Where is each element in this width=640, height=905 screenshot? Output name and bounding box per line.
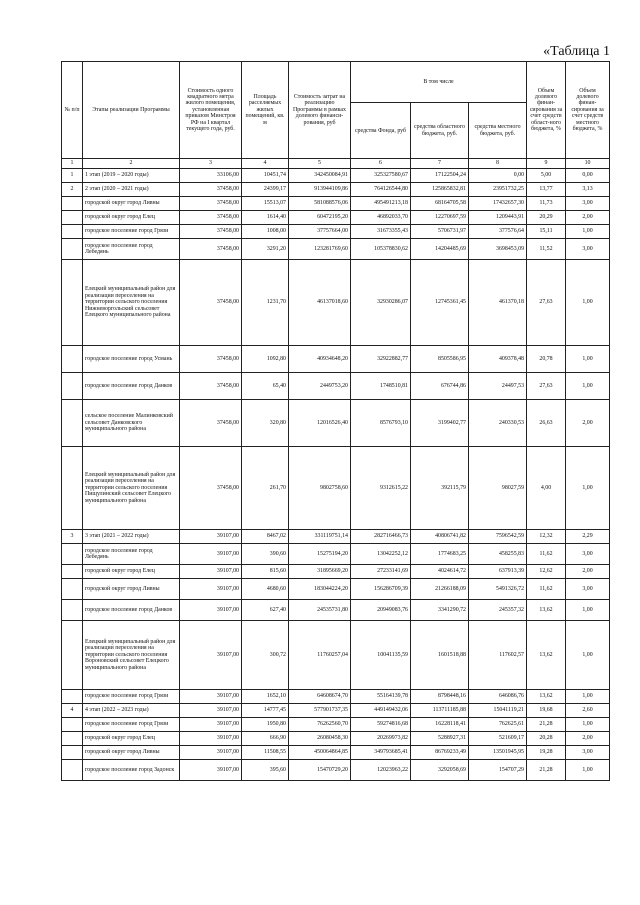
- cell-area: 4680,60: [242, 579, 289, 600]
- header-area: Площадь расселяемых жилых помещений, кв. м: [242, 62, 289, 159]
- cell-stage-name: городское поселение город Данков: [83, 600, 180, 621]
- cell-area: 10451,74: [242, 169, 289, 183]
- cell-local-amount: 3698453,09: [469, 239, 527, 260]
- cell-stage-name: Елецкий муниципальный район для реализации переселения на территории сельского поселения Нижневоргольский сельсовет Елецкого муниципального района: [83, 260, 180, 346]
- cell-row-number: [62, 579, 83, 600]
- cell-stage-name: городское поселение город Грязи: [83, 225, 180, 239]
- table-row: [62, 621, 610, 690]
- cell-total-cost: 577901737,35: [289, 704, 351, 718]
- cell-regional-amount: 40806741,82: [411, 530, 469, 544]
- cell-price-per-sqm: 39107,00: [180, 704, 242, 718]
- cell-local-share: 1,00: [566, 760, 610, 781]
- cell-local-amount: 98027,59: [469, 447, 527, 530]
- cell-total-cost: 26080458,30: [289, 732, 351, 746]
- cell-row-number: 1: [62, 169, 83, 183]
- cell-area: 627,40: [242, 600, 289, 621]
- table-row: [62, 197, 610, 211]
- cell-local-share: 1,00: [566, 447, 610, 530]
- cell-regional-amount: 5706731,97: [411, 225, 469, 239]
- cell-total-cost: 123281769,60: [289, 239, 351, 260]
- cell-fund-amount: 32922882,77: [351, 346, 411, 373]
- header-stages: Этапы реализации Программы: [83, 62, 180, 159]
- column-number: 4: [242, 159, 289, 169]
- header-regional: средства областного бюджета, руб.: [411, 103, 469, 159]
- cell-area: 1652,10: [242, 690, 289, 704]
- cell-area: 8467,02: [242, 530, 289, 544]
- cell-area: 261,70: [242, 447, 289, 530]
- cell-row-number: 3: [62, 530, 83, 544]
- cell-price-per-sqm: 37458,00: [180, 447, 242, 530]
- column-number: 8: [469, 159, 527, 169]
- table-row: [62, 346, 610, 373]
- cell-regional-share: 13,62: [527, 690, 566, 704]
- cell-row-number: [62, 211, 83, 225]
- cell-local-share: 1,00: [566, 346, 610, 373]
- cell-stage-name: сельское поселение Малинковский сельсовет Данковского муниципального района: [83, 400, 180, 447]
- cell-price-per-sqm: 39107,00: [180, 621, 242, 690]
- cell-fund-amount: 59274816,68: [351, 718, 411, 732]
- header-local: средства местного бюджета, руб.: [469, 103, 527, 159]
- table-row: [62, 600, 610, 621]
- table-row: [62, 746, 610, 760]
- cell-stage-name: городское поселение город Усмань: [83, 346, 180, 373]
- column-number: 10: [566, 159, 610, 169]
- cell-regional-share: 12,62: [527, 565, 566, 579]
- cell-price-per-sqm: 37458,00: [180, 260, 242, 346]
- cell-row-number: [62, 544, 83, 565]
- header-row-1: [62, 62, 610, 103]
- cell-stage-name: городской округ город Елец: [83, 211, 180, 225]
- cell-total-cost: 342450084,91: [289, 169, 351, 183]
- cell-row-number: [62, 760, 83, 781]
- table-row: [62, 760, 610, 781]
- cell-fund-amount: 156286709,39: [351, 579, 411, 600]
- cell-row-number: [62, 746, 83, 760]
- cell-total-cost: 581088576,06: [289, 197, 351, 211]
- cell-local-amount: 117602,57: [469, 621, 527, 690]
- cell-stage-name: Елецкий муниципальный район для реализации переселения на территории сельского поселения Пищулинский сельсовет Елецкого муниципального района: [83, 447, 180, 530]
- cell-regional-amount: 1774683,25: [411, 544, 469, 565]
- cell-price-per-sqm: 39107,00: [180, 732, 242, 746]
- cell-local-amount: 637913,39: [469, 565, 527, 579]
- cell-total-cost: 9802758,60: [289, 447, 351, 530]
- cell-stage-name: 1 этап (2019 – 2020 годы): [83, 169, 180, 183]
- cell-area: 320,80: [242, 400, 289, 447]
- cell-regional-share: 4,00: [527, 447, 566, 530]
- cell-regional-share: 20,28: [527, 732, 566, 746]
- cell-total-cost: 46137018,60: [289, 260, 351, 346]
- column-number: 7: [411, 159, 469, 169]
- cell-local-share: 2,00: [566, 211, 610, 225]
- cell-stage-name: городское поселение город Задонск: [83, 760, 180, 781]
- cell-price-per-sqm: 39107,00: [180, 718, 242, 732]
- cell-row-number: 2: [62, 183, 83, 197]
- cell-price-per-sqm: 33106,00: [180, 169, 242, 183]
- cell-local-share: 3,13: [566, 183, 610, 197]
- column-number: 9: [527, 159, 566, 169]
- cell-local-share: 1,00: [566, 718, 610, 732]
- cell-local-share: 3,00: [566, 544, 610, 565]
- cell-price-per-sqm: 39107,00: [180, 600, 242, 621]
- cell-local-amount: 646086,76: [469, 690, 527, 704]
- cell-area: 11508,55: [242, 746, 289, 760]
- cell-price-per-sqm: 37458,00: [180, 197, 242, 211]
- cell-row-number: [62, 565, 83, 579]
- cell-stage-name: городской округ город Елец: [83, 732, 180, 746]
- cell-regional-amount: 3292058,69: [411, 760, 469, 781]
- cell-area: 390,60: [242, 544, 289, 565]
- cell-total-cost: 40934648,20: [289, 346, 351, 373]
- column-numbers-row: [62, 159, 610, 169]
- cell-local-share: 1,00: [566, 225, 610, 239]
- cell-price-per-sqm: 37458,00: [180, 183, 242, 197]
- cell-local-share: 2,00: [566, 732, 610, 746]
- cell-fund-amount: 55164139,78: [351, 690, 411, 704]
- cell-row-number: [62, 690, 83, 704]
- cell-fund-amount: 12023963,22: [351, 760, 411, 781]
- cell-regional-amount: 17122504,24: [411, 169, 469, 183]
- cell-total-cost: 24535731,80: [289, 600, 351, 621]
- cell-regional-share: 13,62: [527, 621, 566, 690]
- cell-total-cost: 15275194,20: [289, 544, 351, 565]
- cell-price-per-sqm: 39107,00: [180, 746, 242, 760]
- cell-area: 1008,00: [242, 225, 289, 239]
- header-fund: средства Фонда, руб: [351, 103, 411, 159]
- cell-regional-amount: 68164705,58: [411, 197, 469, 211]
- cell-local-amount: 377576,64: [469, 225, 527, 239]
- cell-price-per-sqm: 37458,00: [180, 373, 242, 400]
- cell-regional-share: 5,00: [527, 169, 566, 183]
- cell-local-amount: 154707,29: [469, 760, 527, 781]
- table-row: [62, 544, 610, 565]
- column-number: 2: [83, 159, 180, 169]
- cell-price-per-sqm: 39107,00: [180, 544, 242, 565]
- program-table: [61, 61, 610, 781]
- cell-row-number: [62, 718, 83, 732]
- cell-regional-amount: 1601518,88: [411, 621, 469, 690]
- table-row: [62, 447, 610, 530]
- cell-regional-amount: 12270697,59: [411, 211, 469, 225]
- cell-local-share: 1,00: [566, 690, 610, 704]
- cell-area: 15513,07: [242, 197, 289, 211]
- cell-fund-amount: 20269973,82: [351, 732, 411, 746]
- table-row: [62, 718, 610, 732]
- cell-local-share: 1,00: [566, 260, 610, 346]
- cell-row-number: 4: [62, 704, 83, 718]
- cell-row-number: [62, 400, 83, 447]
- cell-stage-name: 3 этап (2021 – 2022 годы): [83, 530, 180, 544]
- cell-fund-amount: 495491213,18: [351, 197, 411, 211]
- cell-row-number: [62, 225, 83, 239]
- cell-price-per-sqm: 37458,00: [180, 239, 242, 260]
- cell-row-number: [62, 447, 83, 530]
- cell-stage-name: городской округ город Ливны: [83, 746, 180, 760]
- cell-stage-name: Елецкий муниципальный район для реализации переселения на территории сельского поселения Вороновский сельсовет Елецкого муниципального района: [83, 621, 180, 690]
- cell-local-amount: 521609,17: [469, 732, 527, 746]
- table-row: [62, 260, 610, 346]
- cell-local-share: 1,00: [566, 621, 610, 690]
- cell-local-amount: 5491326,72: [469, 579, 527, 600]
- cell-row-number: [62, 197, 83, 211]
- cell-fund-amount: 46892033,70: [351, 211, 411, 225]
- cell-area: 1092,80: [242, 346, 289, 373]
- table-row: [62, 530, 610, 544]
- cell-regional-share: 19,68: [527, 704, 566, 718]
- cell-price-per-sqm: 37458,00: [180, 346, 242, 373]
- cell-row-number: [62, 600, 83, 621]
- cell-price-per-sqm: 39107,00: [180, 760, 242, 781]
- cell-regional-share: 11,62: [527, 579, 566, 600]
- cell-regional-amount: 392115,79: [411, 447, 469, 530]
- cell-regional-amount: 4024614,72: [411, 565, 469, 579]
- cell-price-per-sqm: 39107,00: [180, 579, 242, 600]
- cell-fund-amount: 105378830,62: [351, 239, 411, 260]
- cell-regional-share: 11,73: [527, 197, 566, 211]
- cell-price-per-sqm: 39107,00: [180, 690, 242, 704]
- cell-fund-amount: 13042252,12: [351, 544, 411, 565]
- cell-regional-amount: 113711185,88: [411, 704, 469, 718]
- cell-local-amount: 409378,48: [469, 346, 527, 373]
- table-row: [62, 239, 610, 260]
- cell-stage-name: городское поселение город Грязи: [83, 690, 180, 704]
- cell-row-number: [62, 346, 83, 373]
- table-row: [62, 169, 610, 183]
- cell-area: 3291,20: [242, 239, 289, 260]
- table-row: [62, 225, 610, 239]
- cell-regional-amount: 3199402,77: [411, 400, 469, 447]
- cell-local-share: 2,60: [566, 704, 610, 718]
- cell-local-amount: 15041119,21: [469, 704, 527, 718]
- table-row: [62, 732, 610, 746]
- cell-regional-amount: 86769233,49: [411, 746, 469, 760]
- header-price-per-sqm: Стоимость одного квадратного метра жилого помещения, установленная приказом Минстроя РФ на I квартал текущего года, руб.: [180, 62, 242, 159]
- cell-fund-amount: 9312615,22: [351, 447, 411, 530]
- cell-area: 395,60: [242, 760, 289, 781]
- cell-fund-amount: 10041135,59: [351, 621, 411, 690]
- cell-local-share: 0,00: [566, 169, 610, 183]
- cell-area: 300,72: [242, 621, 289, 690]
- cell-fund-amount: 8576793,10: [351, 400, 411, 447]
- cell-fund-amount: 31673355,43: [351, 225, 411, 239]
- cell-fund-amount: 1748510,81: [351, 373, 411, 400]
- table-row: [62, 565, 610, 579]
- cell-stage-name: 2 этап (2020 – 2021 годы): [83, 183, 180, 197]
- cell-row-number: [62, 239, 83, 260]
- cell-regional-share: 27,63: [527, 260, 566, 346]
- cell-local-amount: 13501945,95: [469, 746, 527, 760]
- column-number: 3: [180, 159, 242, 169]
- cell-price-per-sqm: 39107,00: [180, 565, 242, 579]
- table-row: [62, 183, 610, 197]
- cell-area: 666,90: [242, 732, 289, 746]
- cell-local-share: 3,00: [566, 197, 610, 211]
- cell-regional-share: 19,28: [527, 746, 566, 760]
- cell-area: 1950,80: [242, 718, 289, 732]
- cell-area: 14777,45: [242, 704, 289, 718]
- cell-total-cost: 913944109,86: [289, 183, 351, 197]
- cell-regional-share: 26,63: [527, 400, 566, 447]
- cell-local-amount: 23951732,25: [469, 183, 527, 197]
- header-local-share: Объем долевого финан-сирования за счет средств местного бюджета, %: [566, 62, 610, 159]
- cell-local-amount: 458255,83: [469, 544, 527, 565]
- cell-regional-amount: 14204485,69: [411, 239, 469, 260]
- cell-stage-name: 4 этап (2022 – 2023 годы): [83, 704, 180, 718]
- header-number: № п/п: [62, 62, 83, 159]
- cell-fund-amount: 764126544,80: [351, 183, 411, 197]
- cell-total-cost: 331119751,14: [289, 530, 351, 544]
- cell-total-cost: 76262560,70: [289, 718, 351, 732]
- cell-local-amount: 17432657,30: [469, 197, 527, 211]
- cell-regional-share: 13,77: [527, 183, 566, 197]
- cell-regional-share: 15,11: [527, 225, 566, 239]
- cell-total-cost: 64608674,70: [289, 690, 351, 704]
- cell-regional-amount: 8798448,16: [411, 690, 469, 704]
- cell-price-per-sqm: 37458,00: [180, 225, 242, 239]
- cell-fund-amount: 449149432,06: [351, 704, 411, 718]
- column-number: 6: [351, 159, 411, 169]
- cell-row-number: [62, 621, 83, 690]
- cell-regional-amount: 12745361,45: [411, 260, 469, 346]
- table-caption: «Таблица 1: [543, 44, 610, 59]
- table-row: [62, 211, 610, 225]
- cell-area: 1614,40: [242, 211, 289, 225]
- cell-regional-share: 27,63: [527, 373, 566, 400]
- cell-local-amount: 1209443,91: [469, 211, 527, 225]
- cell-total-cost: 60472195,20: [289, 211, 351, 225]
- cell-total-cost: 15470729,20: [289, 760, 351, 781]
- cell-total-cost: 450064864,85: [289, 746, 351, 760]
- cell-fund-amount: 282716466,73: [351, 530, 411, 544]
- cell-local-amount: 240330,53: [469, 400, 527, 447]
- cell-regional-share: 12,32: [527, 530, 566, 544]
- cell-total-cost: 183044224,20: [289, 579, 351, 600]
- cell-stage-name: городское поселение город Грязи: [83, 718, 180, 732]
- cell-price-per-sqm: 39107,00: [180, 530, 242, 544]
- cell-stage-name: городской округ город Ливны: [83, 197, 180, 211]
- cell-local-share: 1,00: [566, 600, 610, 621]
- cell-total-cost: 12016526,40: [289, 400, 351, 447]
- cell-regional-share: 21,28: [527, 718, 566, 732]
- header-regional-share: Объем долевого финан-сирования за счет средств област-ного бюджета, %: [527, 62, 566, 159]
- cell-row-number: [62, 260, 83, 346]
- cell-local-amount: 461370,18: [469, 260, 527, 346]
- cell-local-amount: 7596542,59: [469, 530, 527, 544]
- cell-local-share: 2,29: [566, 530, 610, 544]
- table-row: [62, 579, 610, 600]
- cell-regional-share: 11,62: [527, 544, 566, 565]
- table-row: [62, 690, 610, 704]
- cell-regional-amount: 3341290,72: [411, 600, 469, 621]
- cell-row-number: [62, 373, 83, 400]
- cell-stage-name: городское поселение город Лебедянь: [83, 239, 180, 260]
- cell-area: 65,40: [242, 373, 289, 400]
- cell-regional-amount: 21266188,09: [411, 579, 469, 600]
- cell-total-cost: 31895669,20: [289, 565, 351, 579]
- cell-fund-amount: 325327580,67: [351, 169, 411, 183]
- table-row: [62, 373, 610, 400]
- cell-area: 1231,70: [242, 260, 289, 346]
- cell-total-cost: 11760257,04: [289, 621, 351, 690]
- cell-fund-amount: 349793685,41: [351, 746, 411, 760]
- cell-local-share: 2,00: [566, 400, 610, 447]
- cell-local-share: 3,00: [566, 746, 610, 760]
- cell-local-amount: 245357,32: [469, 600, 527, 621]
- cell-row-number: [62, 732, 83, 746]
- cell-area: 815,60: [242, 565, 289, 579]
- cell-regional-share: 20,78: [527, 346, 566, 373]
- cell-regional-amount: 676744,86: [411, 373, 469, 400]
- column-number: 5: [289, 159, 351, 169]
- cell-local-amount: 762625,61: [469, 718, 527, 732]
- cell-regional-share: 11,52: [527, 239, 566, 260]
- cell-fund-amount: 27233141,69: [351, 565, 411, 579]
- cell-regional-amount: 125865832,81: [411, 183, 469, 197]
- cell-regional-amount: 8505586,95: [411, 346, 469, 373]
- cell-fund-amount: 32930286,07: [351, 260, 411, 346]
- table-row: [62, 400, 610, 447]
- cell-local-amount: 24497,53: [469, 373, 527, 400]
- cell-regional-amount: 5288927,31: [411, 732, 469, 746]
- table-row: [62, 704, 610, 718]
- cell-local-amount: 0,00: [469, 169, 527, 183]
- header-including: В том числе: [351, 62, 527, 103]
- cell-stage-name: городское поселение город Данков: [83, 373, 180, 400]
- column-number: 1: [62, 159, 83, 169]
- cell-fund-amount: 20949083,76: [351, 600, 411, 621]
- cell-area: 24399,17: [242, 183, 289, 197]
- cell-stage-name: городской округ город Елец: [83, 565, 180, 579]
- cell-local-share: 2,00: [566, 565, 610, 579]
- cell-total-cost: 37757664,00: [289, 225, 351, 239]
- cell-stage-name: городское поселение город Лебедянь: [83, 544, 180, 565]
- cell-local-share: 3,00: [566, 239, 610, 260]
- header-total-cost: Стоимость затрат на реализацию Программы в рамках долевого финанси-рования, руб: [289, 62, 351, 159]
- cell-regional-share: 13,62: [527, 600, 566, 621]
- cell-local-share: 3,00: [566, 579, 610, 600]
- cell-total-cost: 2449753,20: [289, 373, 351, 400]
- cell-regional-amount: 16228118,41: [411, 718, 469, 732]
- cell-price-per-sqm: 37458,00: [180, 211, 242, 225]
- cell-price-per-sqm: 37458,00: [180, 400, 242, 447]
- cell-regional-share: 21,28: [527, 760, 566, 781]
- cell-local-share: 1,00: [566, 373, 610, 400]
- cell-regional-share: 20,29: [527, 211, 566, 225]
- cell-stage-name: городской округ город Ливны: [83, 579, 180, 600]
